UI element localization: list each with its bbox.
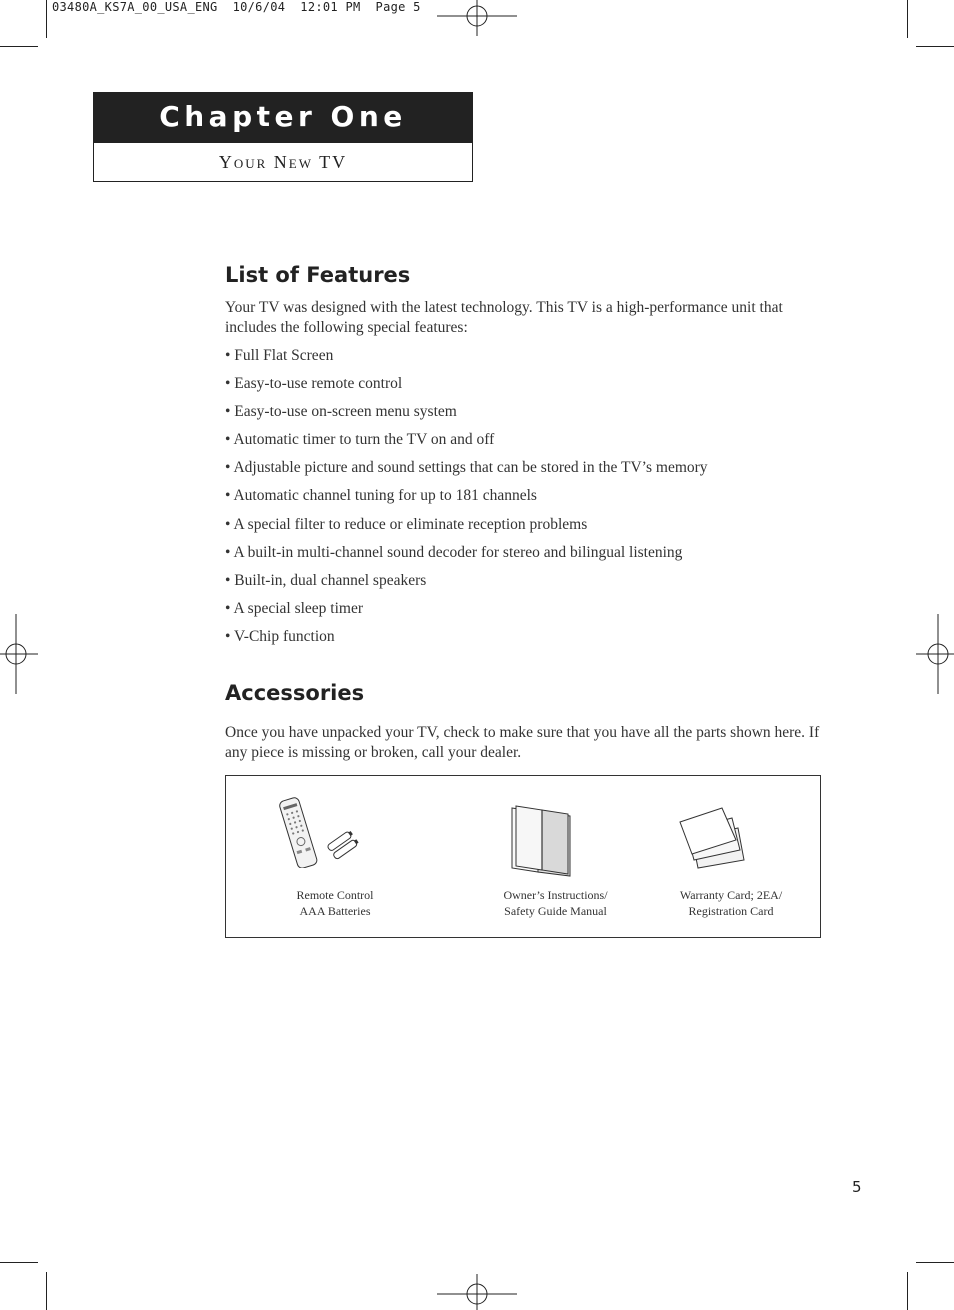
features-intro: Your TV was designed with the latest technology. This TV is a high-performance unit that includes the following special features: (225, 299, 783, 336)
accessories-intro: Once you have unpacked your TV, check to make sure that you have all the parts shown here. If any piece is missing or broken, call your dealer. (225, 724, 820, 761)
list-item: • Easy-to-use remote control (225, 375, 403, 393)
list-item: • A special sleep timer (225, 599, 364, 617)
registration-mark-icon (916, 614, 954, 694)
list-item: • Full Flat Screen (225, 347, 334, 364)
accessory-label-warranty: Warranty Card; 2EA/ Registration Card (679, 888, 783, 918)
list-item: • Easy-to-use on-screen menu system (225, 403, 457, 421)
features-heading: List of Features (225, 263, 411, 287)
crop-mark (46, 1272, 47, 1310)
crop-mark (916, 1262, 954, 1263)
page-number: 5 (852, 1178, 862, 1196)
accessories-heading: Accessories (225, 681, 365, 705)
crop-mark (46, 0, 47, 38)
crop-mark (0, 1262, 38, 1263)
list-item: • A special filter to reduce or eliminate reception problems (225, 515, 588, 533)
list-item: • Automatic timer to turn the TV on and off (225, 431, 495, 449)
list-item: • Adjustable picture and sound settings that can be stored in the TV’s memory (225, 459, 708, 477)
warranty-card-icon (678, 804, 752, 870)
remote-control-icon (276, 796, 368, 868)
features-list (225, 346, 825, 655)
registration-mark-icon (437, 0, 517, 36)
chapter-subtitle: Your New TV (218, 152, 348, 172)
list-item: • Built-in, dual channel speakers (225, 571, 427, 589)
manual-booklet-icon (508, 804, 574, 878)
crop-mark (0, 46, 38, 47)
crop-mark (907, 0, 908, 38)
print-slug: 03480A_KS7A_00_USA_ENG 10/6/04 12:01 PM Page 5 (52, 0, 421, 14)
list-item: • A built-in multi-channel sound decoder for stereo and bilingual listening (225, 543, 683, 561)
accessories-box (225, 775, 821, 938)
registration-mark-icon (0, 614, 38, 694)
list-item: • Automatic channel tuning for up to 181 channels (225, 487, 537, 505)
registration-mark-icon (437, 1274, 517, 1310)
crop-mark (916, 46, 954, 47)
chapter-header (93, 92, 473, 182)
crop-mark (907, 1272, 908, 1310)
chapter-title: Chapter One (94, 93, 472, 143)
accessory-label-manual: Owner’s Instructions/ Safety Guide Manual (503, 888, 608, 918)
accessory-label-remote: Remote Control AAA Batteries (296, 888, 374, 918)
list-item: • V-Chip function (225, 627, 335, 645)
